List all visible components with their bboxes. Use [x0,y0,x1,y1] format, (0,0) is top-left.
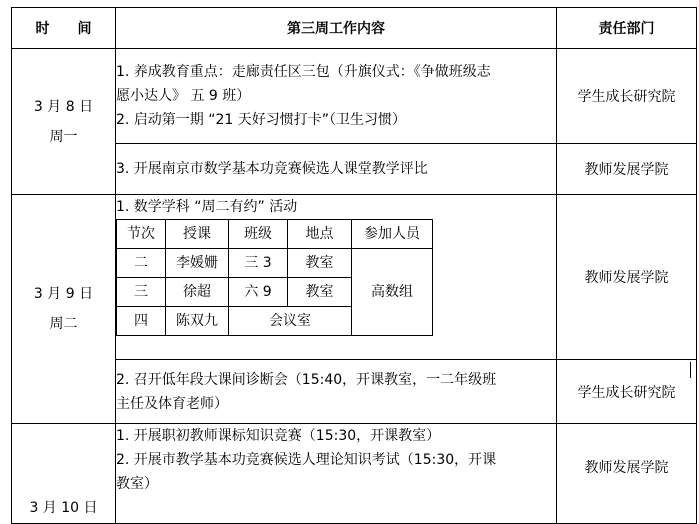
work-item [116,424,557,524]
work-item [116,360,557,424]
schedule-cell: 教室 [288,278,352,307]
schedule-header: 授课 [166,220,229,249]
schedule-row [117,249,433,278]
schedule-cell: 会议室 [229,307,352,336]
item-line: 教室） [116,476,158,492]
date-text: 3 月 8 日 [33,98,94,115]
weekly-schedule-table [11,7,697,524]
header-content: 第三周工作内容 [116,8,557,49]
schedule-cell: 李媛姗 [166,249,229,278]
schedule-header: 节次 [117,220,166,249]
schedule-cell: 教室 [288,249,352,278]
table-row [12,49,697,144]
item-line: 2. 启动第一期 “21 天好习惯打卡”（卫生习惯） [116,112,407,128]
item-line: 主任及体育老师） [116,395,228,412]
text-cursor [690,362,691,378]
schedule-header: 参加人员 [352,220,433,249]
item-line: 1. 数学学科 “周二有约” 活动 [116,199,298,215]
date-cell [12,195,116,424]
item-line: 愿小达人》 五 9 班） [116,88,251,104]
work-item [116,49,557,144]
class-schedule-table [116,219,433,336]
table-row [12,195,697,360]
date-text: 3 月 9 日 [33,286,94,302]
dept-cell: 学生成长研究院 [557,360,697,424]
weekday-text: 周一 [49,128,78,145]
header-time: 时 间 [12,8,116,49]
participants-cell: 高数组 [352,249,433,336]
schedule-cell: 三 [117,278,166,307]
dept-cell: 教师发展学院 [557,424,697,524]
date-cell [12,49,116,195]
schedule-header-row [117,220,433,249]
date-text: 3 月 10 日 [29,500,98,516]
item-line: 1. 开展职初教师课标知识竞赛（15:30，开课教室） [116,428,441,444]
schedule-header: 地点 [288,220,352,249]
date-cell [12,424,116,524]
schedule-cell: 四 [117,307,166,336]
item-line: 2. 召开低年段大课间诊断会（15:40，开课教室，一二年级班 [116,371,497,388]
item-line: 3. 开展南京市数学基本功竞赛候选人课堂教学评比 [116,161,428,177]
work-item [116,195,557,360]
dept-cell: 教师发展学院 [557,144,697,195]
schedule-cell: 陈双九 [166,307,229,336]
dept-cell: 学生成长研究院 [557,49,697,144]
schedule-cell: 徐超 [166,278,229,307]
schedule-cell: 三 3 [229,249,288,278]
header-dept: 责任部门 [557,8,697,49]
item-line: 2. 开展市教学基本功竞赛候选人理论知识考试（15:30，开课 [116,452,497,468]
weekday-text: 周二 [49,316,78,332]
schedule-cell: 二 [117,249,166,278]
work-item [116,144,557,195]
dept-cell: 教师发展学院 [557,195,697,360]
schedule-cell: 六 9 [229,278,288,307]
item-line: 1. 养成教育重点：走廊责任区三包（升旗仪式：《争做班级志 [116,64,491,80]
table-row [12,424,697,524]
table-header-row [12,8,697,49]
schedule-header: 班级 [229,220,288,249]
